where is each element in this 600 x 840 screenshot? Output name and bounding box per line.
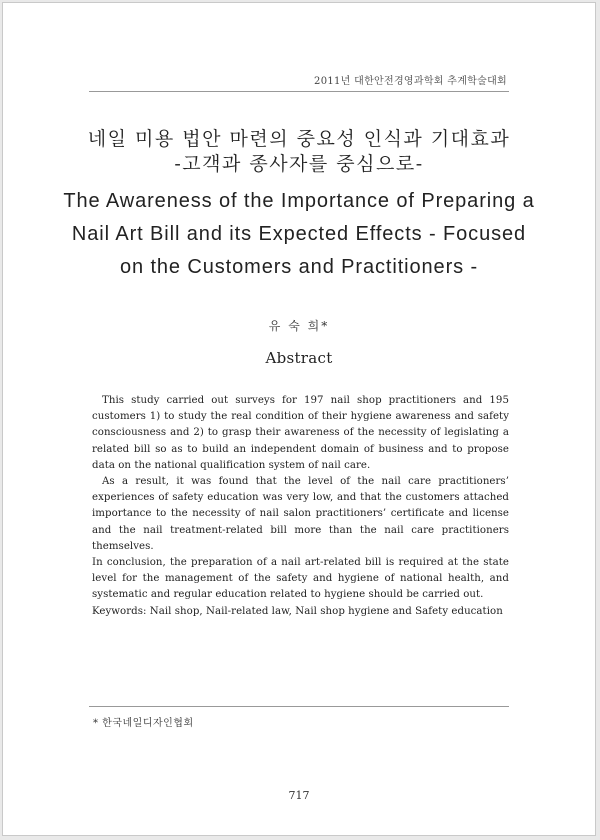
paper-page — [2, 2, 596, 836]
running-header: 2011년 대한안전경영과학회 추계학술대회 — [314, 76, 507, 87]
korean-subtitle-line: -고객과 종사자를 중심으로- — [174, 153, 424, 175]
author-name: 유 숙 희* — [268, 319, 330, 333]
korean-title-line: 네일 미용 법안 마련의 중요성 인식과 기대효과 — [87, 128, 511, 150]
keywords: Keywords: Nail shop, Nail-related law, Nail shop hygiene and Safety education — [92, 605, 503, 617]
english-title: The Awareness of the Importance of Preparing a Nail Art Bill and its Expected Effects - Focused on the Customers and Practitioners - — [63, 190, 535, 278]
header-rule — [89, 91, 509, 92]
footnote: * 한국네일디자인협회 — [93, 718, 194, 729]
abstract-paragraph: In conclusion, the preparation of a nail art-related bill is required at the state level for the management of the safety and hygiene of national health, and systematic and regular education related to hygiene should be carried out. — [92, 557, 509, 601]
page-number: 717 — [288, 789, 310, 802]
footnote-rule — [89, 706, 509, 707]
abstract-heading: Abstract — [265, 349, 333, 367]
abstract-paragraph: As a result, it was found that the level of the nail care practitioners’ experiences of safety education was very low, and that the customers attached importance to the necessity of nail salon practitioners’ certificate and license and the nail treatment-related bill more than the nail care practitioners themselves. — [92, 476, 509, 552]
title-block — [63, 127, 535, 284]
abstract-paragraph: This study carried out surveys for 197 nail shop practitioners and 195 customers 1) to study the real condition of their hygiene awareness and safety consciousness and 2) to grasp their awareness of the necessity of legislating a related bill so as to build an independent domain of business and to propose data on the national qualification system of nail care. — [92, 395, 509, 471]
korean-title — [63, 127, 535, 177]
abstract-body — [92, 393, 509, 620]
